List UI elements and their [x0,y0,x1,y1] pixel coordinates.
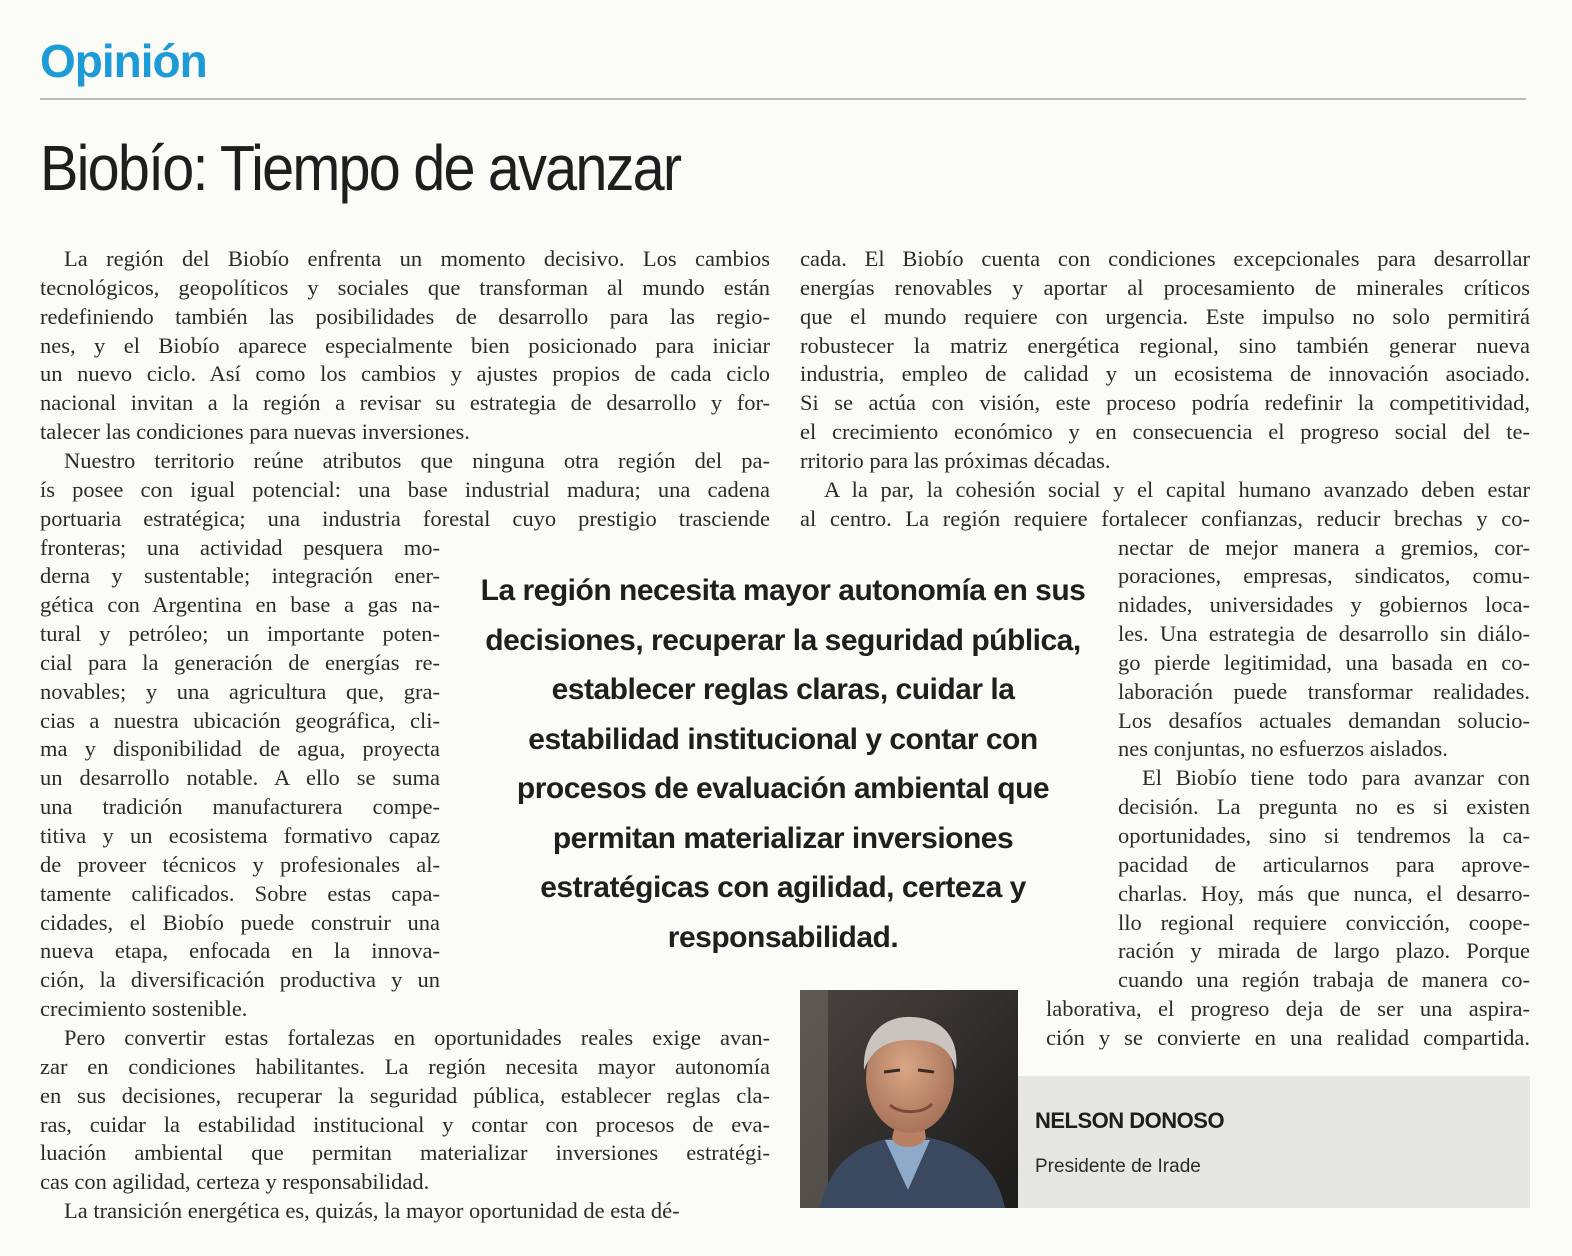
body-line: derna y sustentable; integración ener- [40,563,440,589]
body-line: Los desafíos actuales demandan solucio- [1118,707,1530,733]
body-line: gética con Argentina en base a gas na- [40,592,440,618]
body-line: tural y petróleo; un importante poten- [40,621,440,647]
body-line: cas con agilidad, certeza y responsabilidad. [40,1169,430,1195]
body-line: tamente calificados. Sobre estas capa- [40,880,440,906]
body-line: decisión. La pregunta no es si existen [1118,794,1530,820]
author-photo [800,990,1018,1208]
body-line: nidades, universidades y gobiernos loca- [1118,592,1530,618]
body-line: charlas. Hoy, más que nunca, el desarro- [1118,880,1530,906]
body-line: Nuestro territorio reúne atributos que ninguna otra región del pa- [64,447,770,473]
body-line: energías renovables y aportar al procesamiento de minerales críticos [800,274,1530,300]
body-line: laborativa, el progreso deja de ser una aspira- [1046,996,1530,1022]
body-line: que el mundo requiere con urgencia. Este impulso no solo permitirá [800,303,1530,329]
body-line: A la par, la cohesión social y el capital humano avanzado deben estar [824,476,1530,502]
body-line: fronteras; una actividad pesquera mo- [40,534,440,560]
body-line: llo regional requiere convicción, coope- [1118,909,1530,935]
body-line: industria, empleo de calidad y un ecosistema de innovación asociado. [800,361,1530,387]
body-line: una tradición manufacturera compe- [40,794,440,820]
section-divider [40,98,1526,100]
body-line: de proveer técnicos y profesionales al- [40,851,440,877]
body-line: Si se actúa con visión, este proceso podría redefinir la competitividad, [800,390,1530,416]
body-line: luación ambiental que permitan materializar inversiones estratégi- [40,1140,770,1166]
body-line: poraciones, empresas, sindicatos, comu- [1118,563,1530,589]
body-line: redefiniendo también las posibilidades de desarrollo para las regio- [40,303,770,329]
body-line: ción y se convierte en una realidad compartida. [1046,1024,1530,1050]
body-line: nes, y el Biobío aparece especialmente bien posicionado para iniciar [40,332,770,358]
body-line: oportunidades, sino si tendremos la ca- [1118,823,1530,848]
body-line: talecer las condiciones para nuevas inversiones. [40,419,470,445]
body-line: rritorio para las próximas décadas. [800,447,1111,473]
body-line: les. Una estrategia de desarrollo sin diálo- [1118,621,1530,647]
body-line: La región del Biobío enfrenta un momento decisivo. Los cambios [64,246,770,271]
body-line: ción, la diversificación productiva y un [40,967,440,993]
body-line: nes conjuntas, no esfuerzos aislados. [1118,736,1448,762]
section-label: Opinión [40,35,207,87]
body-line: portuaria estratégica; una industria forestal cuyo prestigio trasciende [40,505,770,531]
author-role: Presidente de Irade [1035,1156,1201,1177]
headline: Biobío: Tiempo de avanzar [40,132,681,204]
body-line: el crecimiento económico y en consecuencia el progreso social del te- [800,419,1530,445]
pull-quote: La región necesita mayor autonomía en sus decisiones, recuperar la seguridad pública, establecer reglas claras, cuidar la estabilidad institucional y contar con procesos de evaluación ambiental que permitan materializar inversiones estratégicas con agilidad, certeza y responsabilidad. [480,574,1086,954]
body-line: cada. El Biobío cuenta con condiciones excepcionales para desarrollar [800,246,1530,271]
body-line: cias a nuestra ubicación geográfica, cli- [40,707,440,733]
body-line: robustecer la matriz energética regional, sino también generar nueva [800,332,1530,358]
body-line: novables; y una agricultura que, gra- [40,678,440,704]
body-line: en sus decisiones, recuperar la seguridad pública, establecer reglas cla- [40,1082,770,1108]
body-line: ís posee con igual potencial: una base industrial madura; una cadena [40,476,770,502]
body-line: nueva etapa, enfocada en la innova- [40,938,440,964]
body-line: crecimiento sostenible. [40,996,248,1022]
body-line: El Biobío tiene todo para avanzar con [1142,765,1530,791]
body-line: Pero convertir estas fortalezas en oportunidades reales exige avan- [64,1024,770,1050]
body-line: nacional invitan a la región a revisar su estrategia de desarrollo y for- [40,390,770,416]
body-line: cial para la generación de energías re- [40,649,440,675]
body-line: titiva y un ecosistema formativo capaz [40,823,440,848]
body-line: La transición energética es, quizás, la mayor oportunidad de esta dé- [64,1198,680,1224]
body-line: tecnológicos, geopolíticos y sociales que transforman al mundo están [40,274,770,300]
body-line: ras, cuidar la estabilidad institucional y contar con procesos de eva- [40,1111,770,1137]
body-line: cidades, el Biobío puede construir una [40,909,440,935]
body-line: laboración puede transformar realidades. [1118,678,1530,704]
body-line: zar en condiciones habilitantes. La región necesita mayor autonomía [40,1053,770,1079]
body-line: pacidad de articularnos para aprove- [1118,851,1530,877]
body-line: ma y disponibilidad de agua, proyecta [40,736,440,762]
body-line: ración y mirada de largo plazo. Porque [1118,938,1530,964]
body-line: nectar de mejor manera a gremios, cor- [1118,534,1530,560]
body-line: un desarrollo notable. A ello se suma [40,765,440,791]
author-name: NELSON DONOSO [1035,1108,1225,1133]
body-line: un nuevo ciclo. Así como los cambios y ajustes propios de cada ciclo [40,361,770,387]
body-line: go pierde legitimidad, una basada en co- [1118,649,1530,675]
body-line: al centro. La región requiere fortalecer confianzas, reducir brechas y co- [800,505,1530,531]
body-line: cuando una región trabaja de manera co- [1118,967,1530,993]
